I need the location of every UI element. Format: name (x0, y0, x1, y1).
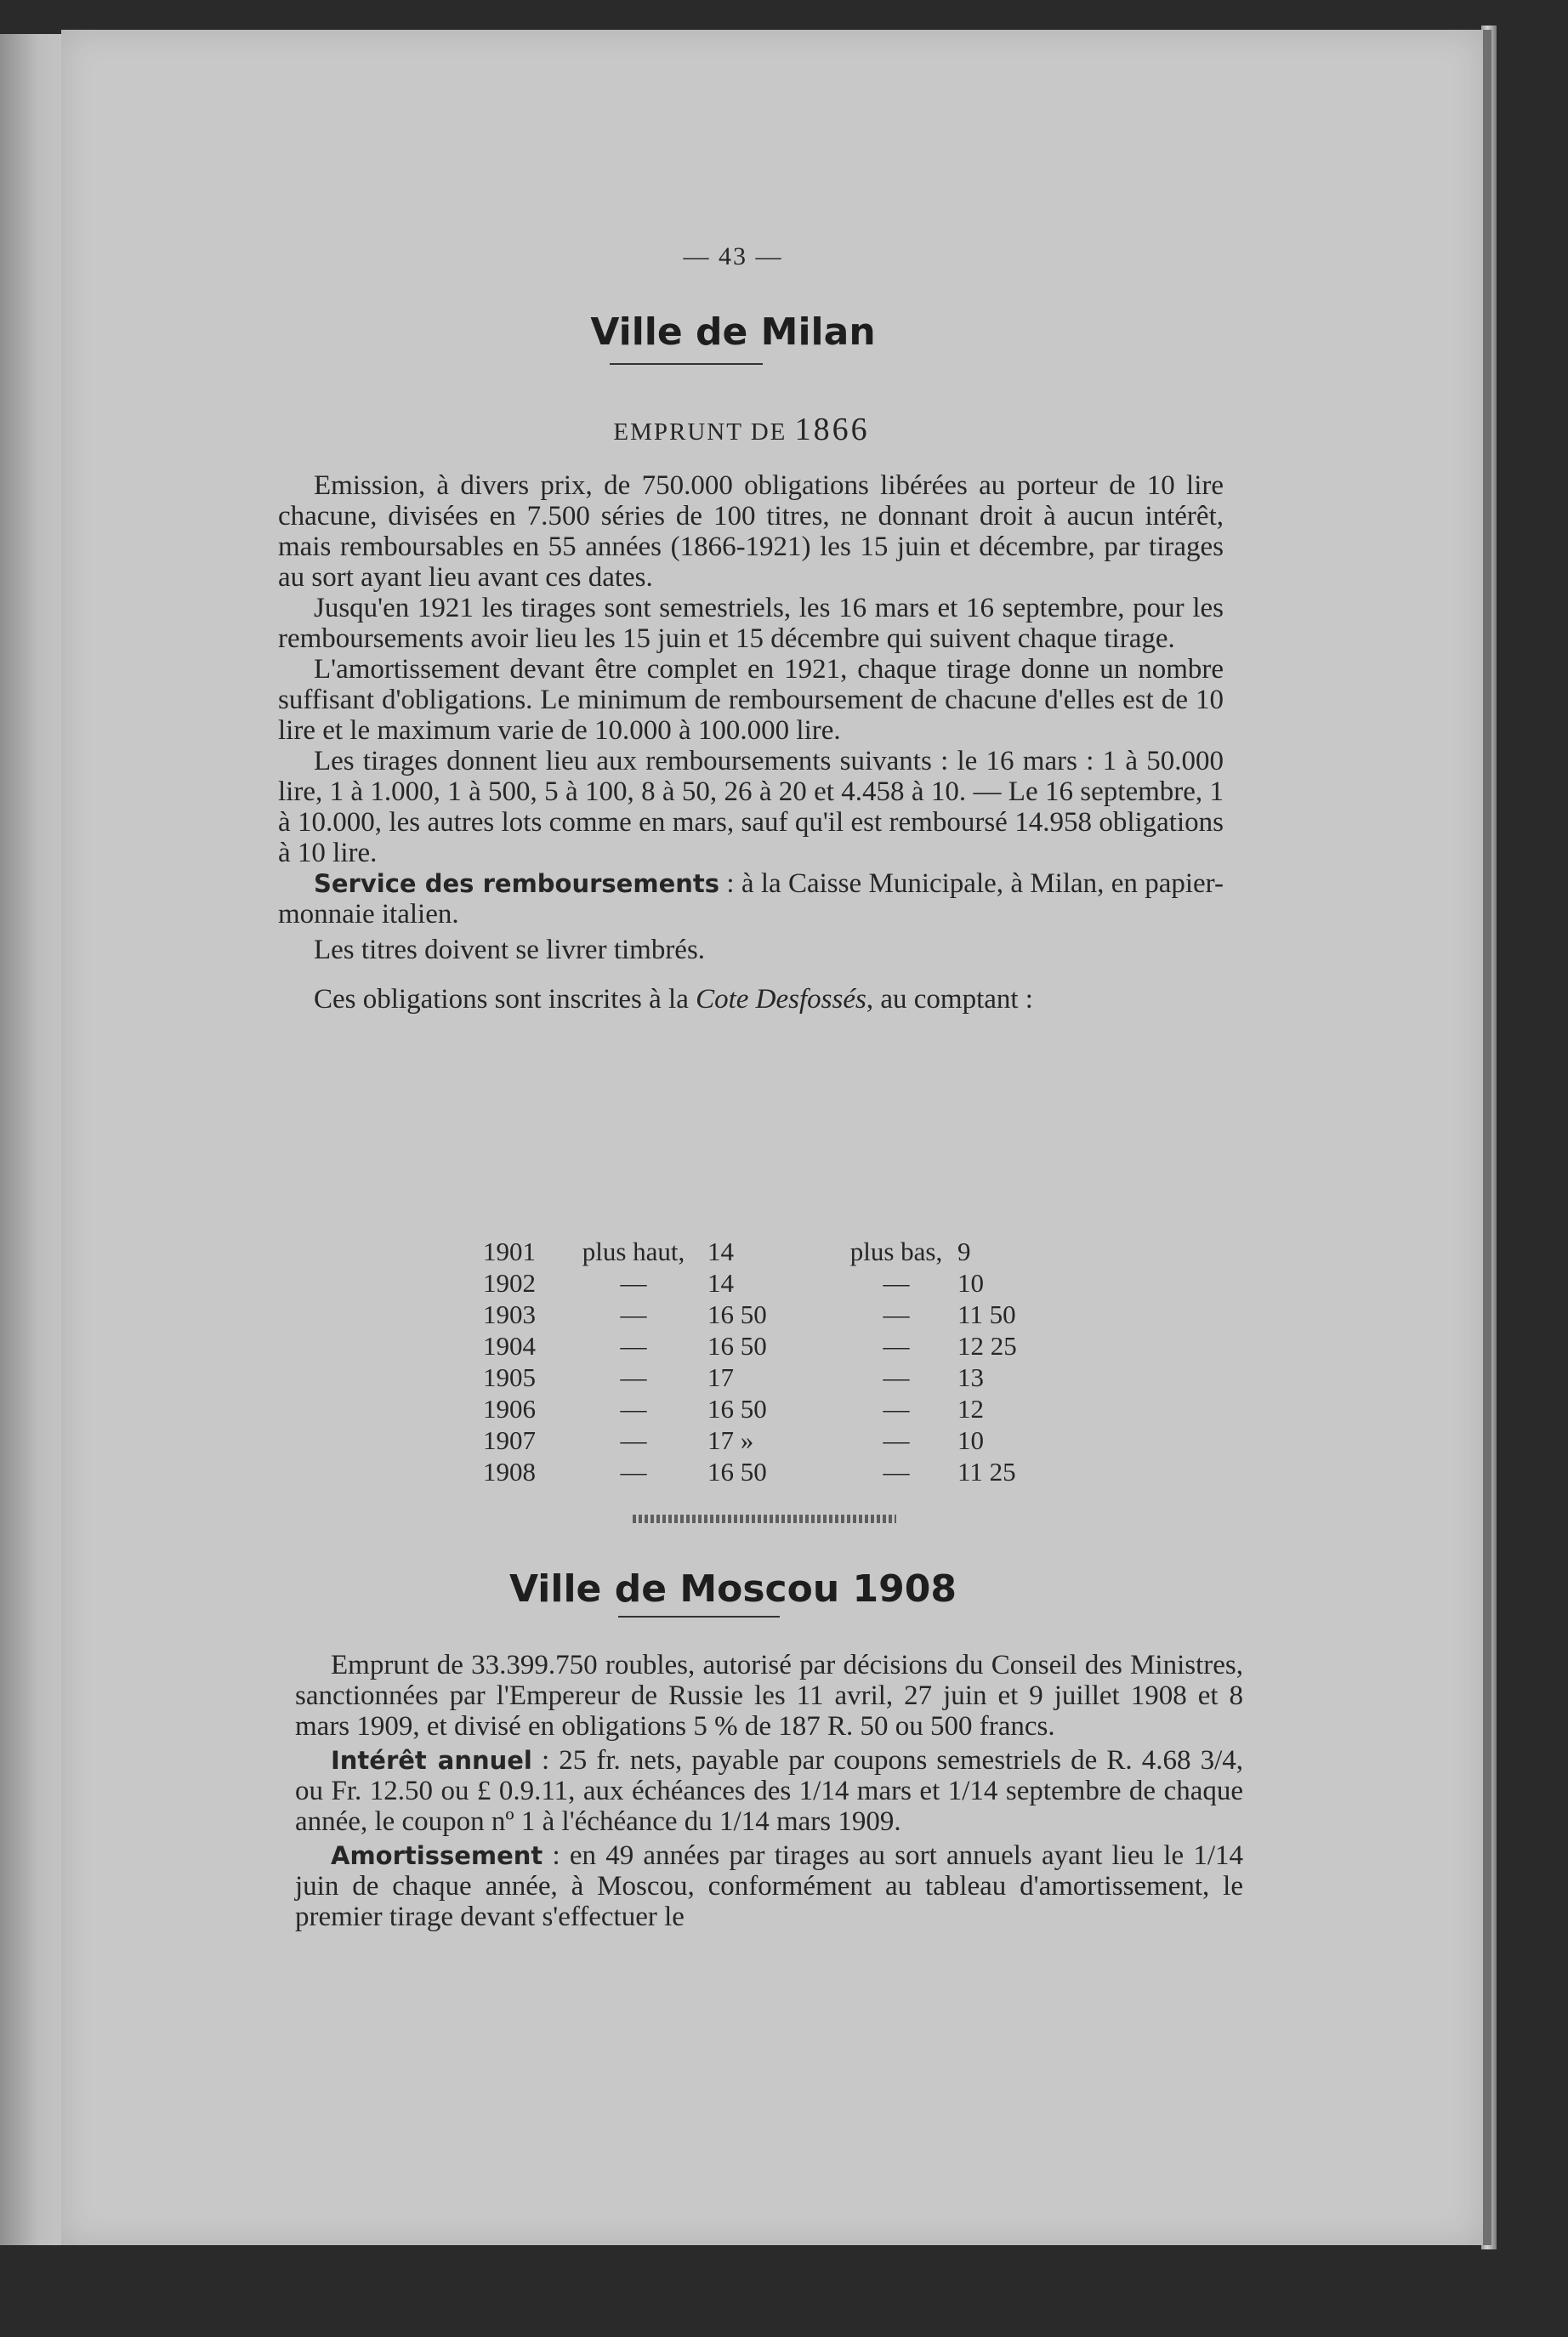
price-row (478, 1267, 1048, 1299)
price-high-label: — (620, 1394, 647, 1424)
milan-paragraph-3: L'amortissement devant être complet en 1921, chaque tirage donne un nombre suffisant d'obligations. Le minimum de remboursement de chacune d'elles est de 10 lire et le maximum varie de 10.000 à 100.000 lire. (278, 654, 1224, 746)
amortissement-label: Amortissement (331, 1841, 543, 1870)
price-year: 1904 (483, 1331, 536, 1361)
price-low-value: 11 25 (957, 1457, 1016, 1487)
page-number: — 43 — (683, 242, 783, 270)
price-low-value: 12 (957, 1394, 984, 1424)
section-title-moscou: Ville de Moscou 1908 (509, 1567, 957, 1611)
price-high-value: 16 50 (707, 1299, 767, 1329)
price-low-value: 11 50 (957, 1299, 1016, 1329)
milan-paragraph-4: Les tirages donnent lieu aux remboursements suivants : le 16 mars : 1 à 50.000 lire, 1 à 1.000, 1 à 500, 5 à 100, 8 à 50, 26 à 20 et 4.458 à 10. — Le 16 septembre, 1 à 10.000, les autres lots comme en mars, sauf qu'il est remboursé 14.958 obligations à 10 lire. (278, 746, 1224, 868)
price-high-value: 16 50 (707, 1394, 767, 1424)
price-high-label: — (620, 1299, 647, 1329)
interet-text: : 25 fr. nets, payable par coupons semestriels de R. 4.68 3/4, ou Fr. 12.50 ou £ 0.9.11, aux échéances des 1/14 mars et 1/14 septembre de chaque année, le coupon nº 1 à l'échéance du 1/14 mars 1909. (295, 1745, 1243, 1837)
service-text: : à la Caisse Municipale, à Milan, en papier-monnaie italien. (278, 868, 1224, 930)
price-low-label: — (883, 1457, 910, 1487)
price-high-value: 14 (707, 1268, 734, 1298)
milan-paragraph-2: Jusqu'en 1921 les tirages sont semestriels, les 16 mars et 16 septembre, pour les remboursements avoir lieu les 15 juin et 15 décembre qui suivent chaque tirage. (278, 593, 1224, 654)
milan-paragraph-7 (278, 984, 1224, 1015)
price-year: 1902 (483, 1268, 536, 1298)
amortissement-text: : en 49 années par tirages au sort annuels ayant lieu le 1/14 juin de chaque année, à Moscou, conformément au tableau d'amortissement, le premier tirage devant s'effectuer le (295, 1840, 1243, 1932)
price-year: 1901 (483, 1237, 536, 1266)
title-rule-milan (610, 363, 763, 365)
price-row (478, 1362, 1048, 1393)
moscou-paragraph-1: Emprunt de 33.399.750 roubles, autorisé par décisions du Conseil des Ministres, sanctionnées par l'Empereur de Russie les 11 avril, 27 juin et 9 juillet 1908 et 8 mars 1909, et divisé en obligations 5 % de 187 R. 50 ou 500 francs. (295, 1650, 1243, 1742)
price-year: 1906 (483, 1394, 536, 1424)
service-label: Service des remboursements (314, 869, 720, 898)
document-page (61, 30, 1491, 2245)
section-divider (633, 1515, 896, 1523)
moscou-text-block (295, 1650, 1243, 1932)
price-high-value: 17 (707, 1362, 734, 1392)
loan-subtitle-prefix: EMPRUNT DE (613, 418, 787, 446)
price-low-value: 10 (957, 1425, 984, 1455)
price-row (478, 1393, 1048, 1424)
price-high-value: 16 50 (707, 1331, 767, 1361)
price-low-label: plus bas, (849, 1237, 943, 1266)
price-low-label: — (883, 1394, 910, 1424)
price-row (478, 1299, 1048, 1330)
price-low-label: — (883, 1362, 910, 1392)
price-year: 1903 (483, 1299, 536, 1329)
price-low-label: — (883, 1425, 910, 1455)
price-low-value: 9 (957, 1237, 971, 1266)
moscou-paragraph-3 (295, 1840, 1243, 1932)
milan-text-block (278, 470, 1224, 1015)
price-high-label: — (620, 1268, 647, 1298)
cote-text-pre: Ces obligations sont inscrites à la (314, 984, 696, 1015)
price-high-label: — (620, 1362, 647, 1392)
price-year: 1908 (483, 1457, 536, 1487)
moscou-paragraph-2 (295, 1745, 1243, 1837)
milan-paragraph-1: Emission, à divers prix, de 750.000 obligations libérées au porteur de 10 lire chacune, divisées en 7.500 séries de 100 titres, ne donnant droit à aucun intérêt, mais remboursables en 55 années (1866-1921) les 15 juin et décembre, par tirages au sort ayant lieu avant ces dates. (278, 470, 1224, 593)
price-high-label: — (620, 1425, 647, 1455)
price-low-value: 13 (957, 1362, 984, 1392)
price-high-value: 14 (707, 1237, 734, 1266)
price-table (478, 1236, 1048, 1487)
cote-name: Cote Desfossés (696, 984, 866, 1015)
price-row (478, 1330, 1048, 1362)
price-high-value: 17 » (707, 1425, 754, 1455)
loan-subtitle-year: 1866 (794, 412, 870, 447)
price-low-label: — (883, 1331, 910, 1361)
price-low-value: 10 (957, 1268, 984, 1298)
interet-label: Intérêt annuel (331, 1746, 532, 1775)
price-high-label: plus haut, (582, 1237, 685, 1266)
cote-text-post: , au comptant : (866, 984, 1033, 1015)
price-low-label: — (883, 1299, 910, 1329)
price-row (478, 1424, 1048, 1456)
price-row (478, 1236, 1048, 1267)
price-low-label: — (883, 1268, 910, 1298)
price-high-label: — (620, 1457, 647, 1487)
section-title-milan: Ville de Milan (590, 310, 876, 354)
milan-paragraph-6: Les titres doivent se livrer timbrés. (314, 935, 706, 965)
price-low-value: 12 25 (957, 1331, 1017, 1361)
milan-paragraph-5 (278, 868, 1224, 930)
title-rule-moscou (618, 1616, 780, 1618)
loan-subtitle (61, 411, 1422, 448)
price-row (478, 1456, 1048, 1487)
price-high-label: — (620, 1331, 647, 1361)
price-year: 1907 (483, 1425, 536, 1455)
price-high-value: 16 50 (707, 1457, 767, 1487)
price-year: 1905 (483, 1362, 536, 1392)
